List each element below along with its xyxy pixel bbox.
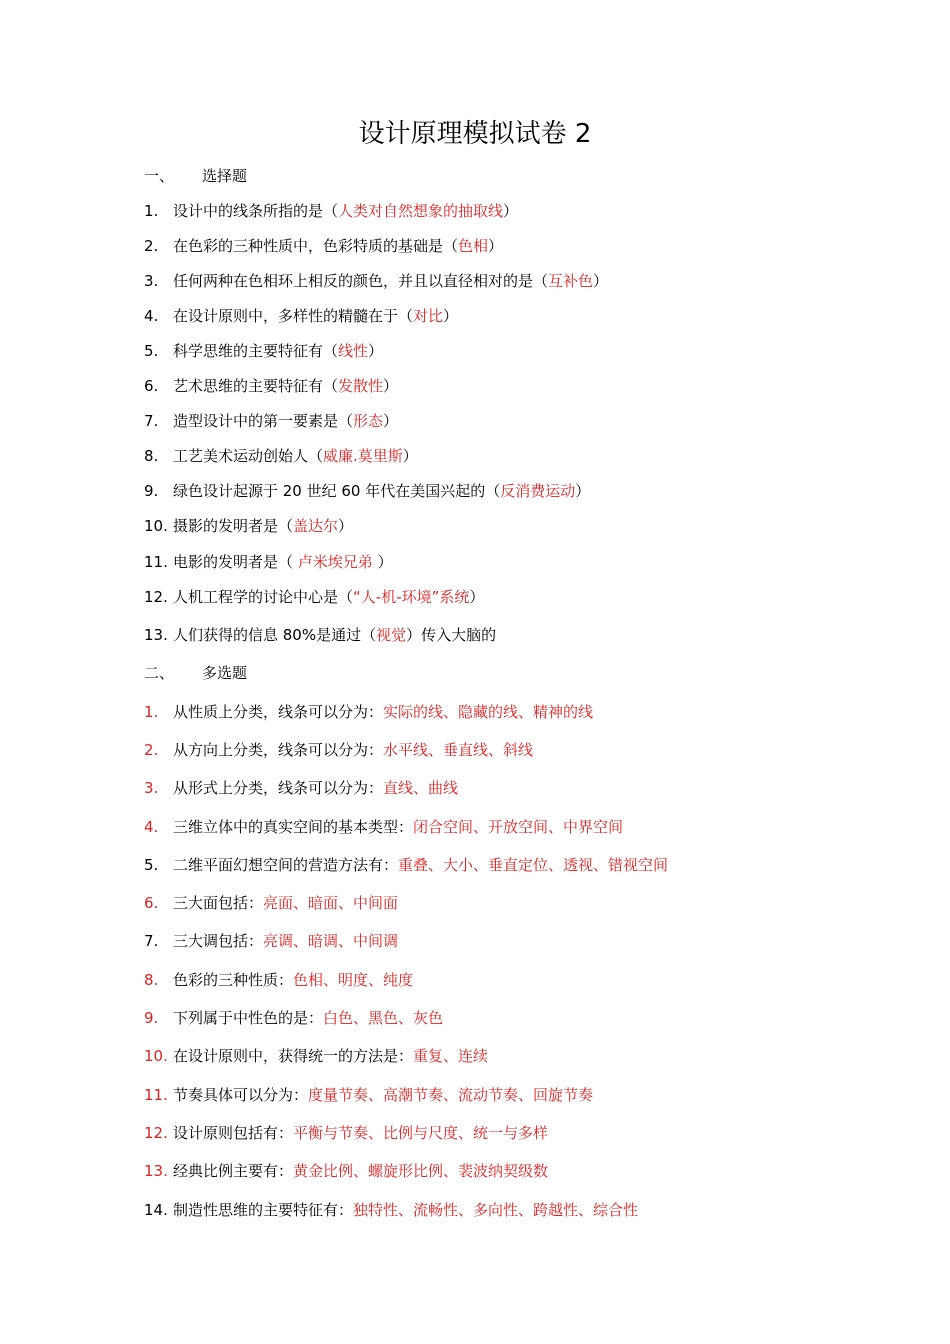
answer-text: 重叠、大小、垂直定位、透视、错视空间 xyxy=(398,856,669,874)
answer-text: 重复、连续 xyxy=(413,1047,489,1065)
answer-text: 色相、明度、纯度 xyxy=(293,971,414,989)
question-text-end: ） xyxy=(383,377,399,395)
answer-text: 亮调、暗调、中间调 xyxy=(263,932,399,950)
question-item xyxy=(144,1085,593,1105)
answer-text: 对比 xyxy=(413,307,444,325)
question-item xyxy=(144,481,590,501)
question-item xyxy=(144,236,503,256)
question-number: 13. xyxy=(144,1162,168,1180)
question-number: 6. xyxy=(144,377,159,395)
answer-text: 闭合空间、开放空间、中界空间 xyxy=(413,818,624,836)
answer-text: 水平线、垂直线、斜线 xyxy=(383,741,534,759)
answer-text: 直线、曲线 xyxy=(383,779,459,797)
question-text: 二维平面幻想空间的营造方法有： xyxy=(173,856,399,874)
answer-text: 独特性、流畅性、多向性、跨越性、综合性 xyxy=(353,1201,639,1219)
question-text-end: ） xyxy=(443,307,459,325)
question-number: 9. xyxy=(144,482,159,500)
question-number: 11. xyxy=(144,1086,168,1104)
question-item xyxy=(144,1200,638,1220)
question-item xyxy=(144,702,593,722)
question-number: 6. xyxy=(144,894,159,912)
question-text: 在设计原则中，多样性的精髓在于（ xyxy=(173,307,414,325)
question-item xyxy=(144,201,518,221)
question-item xyxy=(144,855,668,875)
question-item xyxy=(144,516,353,536)
question-item xyxy=(144,306,458,326)
question-text: 在色彩的三种性质中，色彩特质的基础是（ xyxy=(173,237,459,255)
question-text: 工艺美术运动创始人（ xyxy=(173,447,324,465)
question-number: 4. xyxy=(144,307,159,325)
question-item xyxy=(144,970,413,990)
question-text: 设计原则包括有： xyxy=(173,1124,294,1142)
question-number: 14. xyxy=(144,1201,168,1219)
question-text: 从性质上分类，线条可以分为： xyxy=(173,703,384,721)
question-item xyxy=(144,1008,443,1028)
question-text: 艺术思维的主要特征有（ xyxy=(173,377,339,395)
question-number: 13. xyxy=(144,626,168,644)
question-number: 12. xyxy=(144,1124,168,1142)
question-text: 从形式上分类，线条可以分为： xyxy=(173,779,384,797)
answer-text: 平衡与节奏、比例与尺度、统一与多样 xyxy=(293,1124,549,1142)
question-item xyxy=(144,778,458,798)
answer-text: 度量节奏、高潮节奏、流动节奏、回旋节奏 xyxy=(308,1086,594,1104)
question-number: 8. xyxy=(144,971,159,989)
question-text-end: ） xyxy=(469,588,485,606)
question-text: 人机工程学的讨论中心是（ xyxy=(173,588,354,606)
answer-text: 威廉.莫里斯 xyxy=(323,447,403,465)
answer-text: 人类对自然想象的抽取线 xyxy=(338,202,504,220)
answer-text: 发散性 xyxy=(338,377,384,395)
section-number: 二、 xyxy=(144,664,175,682)
question-text: 三维立体中的真实空间的基本类型： xyxy=(173,818,414,836)
question-number: 3. xyxy=(144,779,159,797)
answer-text: “人-机-环境”系统 xyxy=(353,588,470,606)
question-text: 绿色设计起源于 20 世纪 60 年代在美国兴起的（ xyxy=(173,482,501,500)
question-text-end: ） xyxy=(372,553,393,571)
section-number: 一、 xyxy=(144,167,175,185)
question-number: 4. xyxy=(144,818,159,836)
question-text: 摄影的发明者是（ xyxy=(173,517,294,535)
question-item xyxy=(144,893,398,913)
question-text: 经典比例主要有： xyxy=(173,1162,294,1180)
question-number: 3. xyxy=(144,272,159,290)
question-item xyxy=(144,552,393,572)
question-number: 10. xyxy=(144,1047,168,1065)
question-text: 色彩的三种性质： xyxy=(173,971,294,989)
question-number: 12. xyxy=(144,588,168,606)
section-label: 选择题 xyxy=(202,167,248,185)
section-label: 多选题 xyxy=(202,664,248,682)
answer-text: 互补色 xyxy=(548,272,594,290)
question-number: 5. xyxy=(144,342,159,360)
question-item xyxy=(144,341,383,361)
question-number: 10. xyxy=(144,517,168,535)
question-item xyxy=(144,1046,488,1066)
question-item xyxy=(144,625,496,645)
question-text: 三大面包括： xyxy=(173,894,264,912)
question-number: 1. xyxy=(144,202,159,220)
answer-text: 盖达尔 xyxy=(293,517,339,535)
question-item xyxy=(144,931,398,951)
question-text: 电影的发明者是（ xyxy=(173,553,298,571)
question-item xyxy=(144,411,398,431)
answer-text: 黄金比例、螺旋形比例、裴波纳契级数 xyxy=(293,1162,549,1180)
question-text-end: ） xyxy=(575,482,591,500)
question-number: 1. xyxy=(144,703,159,721)
question-item xyxy=(144,1123,548,1143)
question-number: 9. xyxy=(144,1009,159,1027)
answer-text: 色相 xyxy=(458,237,489,255)
question-text: 人们获得的信息 80%是通过（ xyxy=(173,626,377,644)
question-item xyxy=(144,271,608,291)
question-number: 7. xyxy=(144,932,159,950)
question-text: 三大调包括： xyxy=(173,932,264,950)
question-number: 8. xyxy=(144,447,159,465)
question-text-end: ） xyxy=(368,342,384,360)
section-heading-multiple-choice xyxy=(144,663,247,683)
question-number: 5. xyxy=(144,856,159,874)
answer-text: 实际的线、隐藏的线、精神的线 xyxy=(383,703,594,721)
question-number: 2. xyxy=(144,237,159,255)
question-text: 制造性思维的主要特征有： xyxy=(173,1201,354,1219)
question-number: 7. xyxy=(144,412,159,430)
question-item xyxy=(144,446,418,466)
question-text: 从方向上分类，线条可以分为： xyxy=(173,741,384,759)
question-text-end: ） xyxy=(488,237,504,255)
question-item xyxy=(144,740,533,760)
question-text-end: ） xyxy=(338,517,354,535)
question-item xyxy=(144,376,398,396)
document-title: 设计原理模拟试卷 2 xyxy=(358,119,592,149)
answer-text: 反消费运动 xyxy=(500,482,576,500)
answer-text: 亮面、暗面、中间面 xyxy=(263,894,399,912)
question-text-end: ） xyxy=(503,202,519,220)
question-text: 节奏具体可以分为： xyxy=(173,1086,309,1104)
question-number: 2. xyxy=(144,741,159,759)
answer-text: 视觉 xyxy=(376,626,407,644)
question-text: 下列属于中性色的是： xyxy=(173,1009,324,1027)
answer-text: 线性 xyxy=(338,342,369,360)
answer-text: 形态 xyxy=(353,412,384,430)
question-text-end: ） xyxy=(402,447,418,465)
question-text-end: ） xyxy=(383,412,399,430)
section-heading-single-choice xyxy=(144,166,247,186)
answer-text: 卢米埃兄弟 xyxy=(297,553,373,571)
question-text-end: ） xyxy=(593,272,609,290)
question-text: 任何两种在色相环上相反的颜色，并且以直径相对的是（ xyxy=(173,272,549,290)
question-text: 设计中的线条所指的是（ xyxy=(173,202,339,220)
question-text-end: ）传入大脑的 xyxy=(406,626,497,644)
question-item xyxy=(144,1161,548,1181)
question-item xyxy=(144,587,484,607)
question-text: 在设计原则中，获得统一的方法是： xyxy=(173,1047,414,1065)
question-text: 科学思维的主要特征有（ xyxy=(173,342,339,360)
answer-text: 白色、黑色、灰色 xyxy=(323,1009,444,1027)
question-text: 造型设计中的第一要素是（ xyxy=(173,412,354,430)
question-number: 11. xyxy=(144,553,168,571)
question-item xyxy=(144,817,623,837)
